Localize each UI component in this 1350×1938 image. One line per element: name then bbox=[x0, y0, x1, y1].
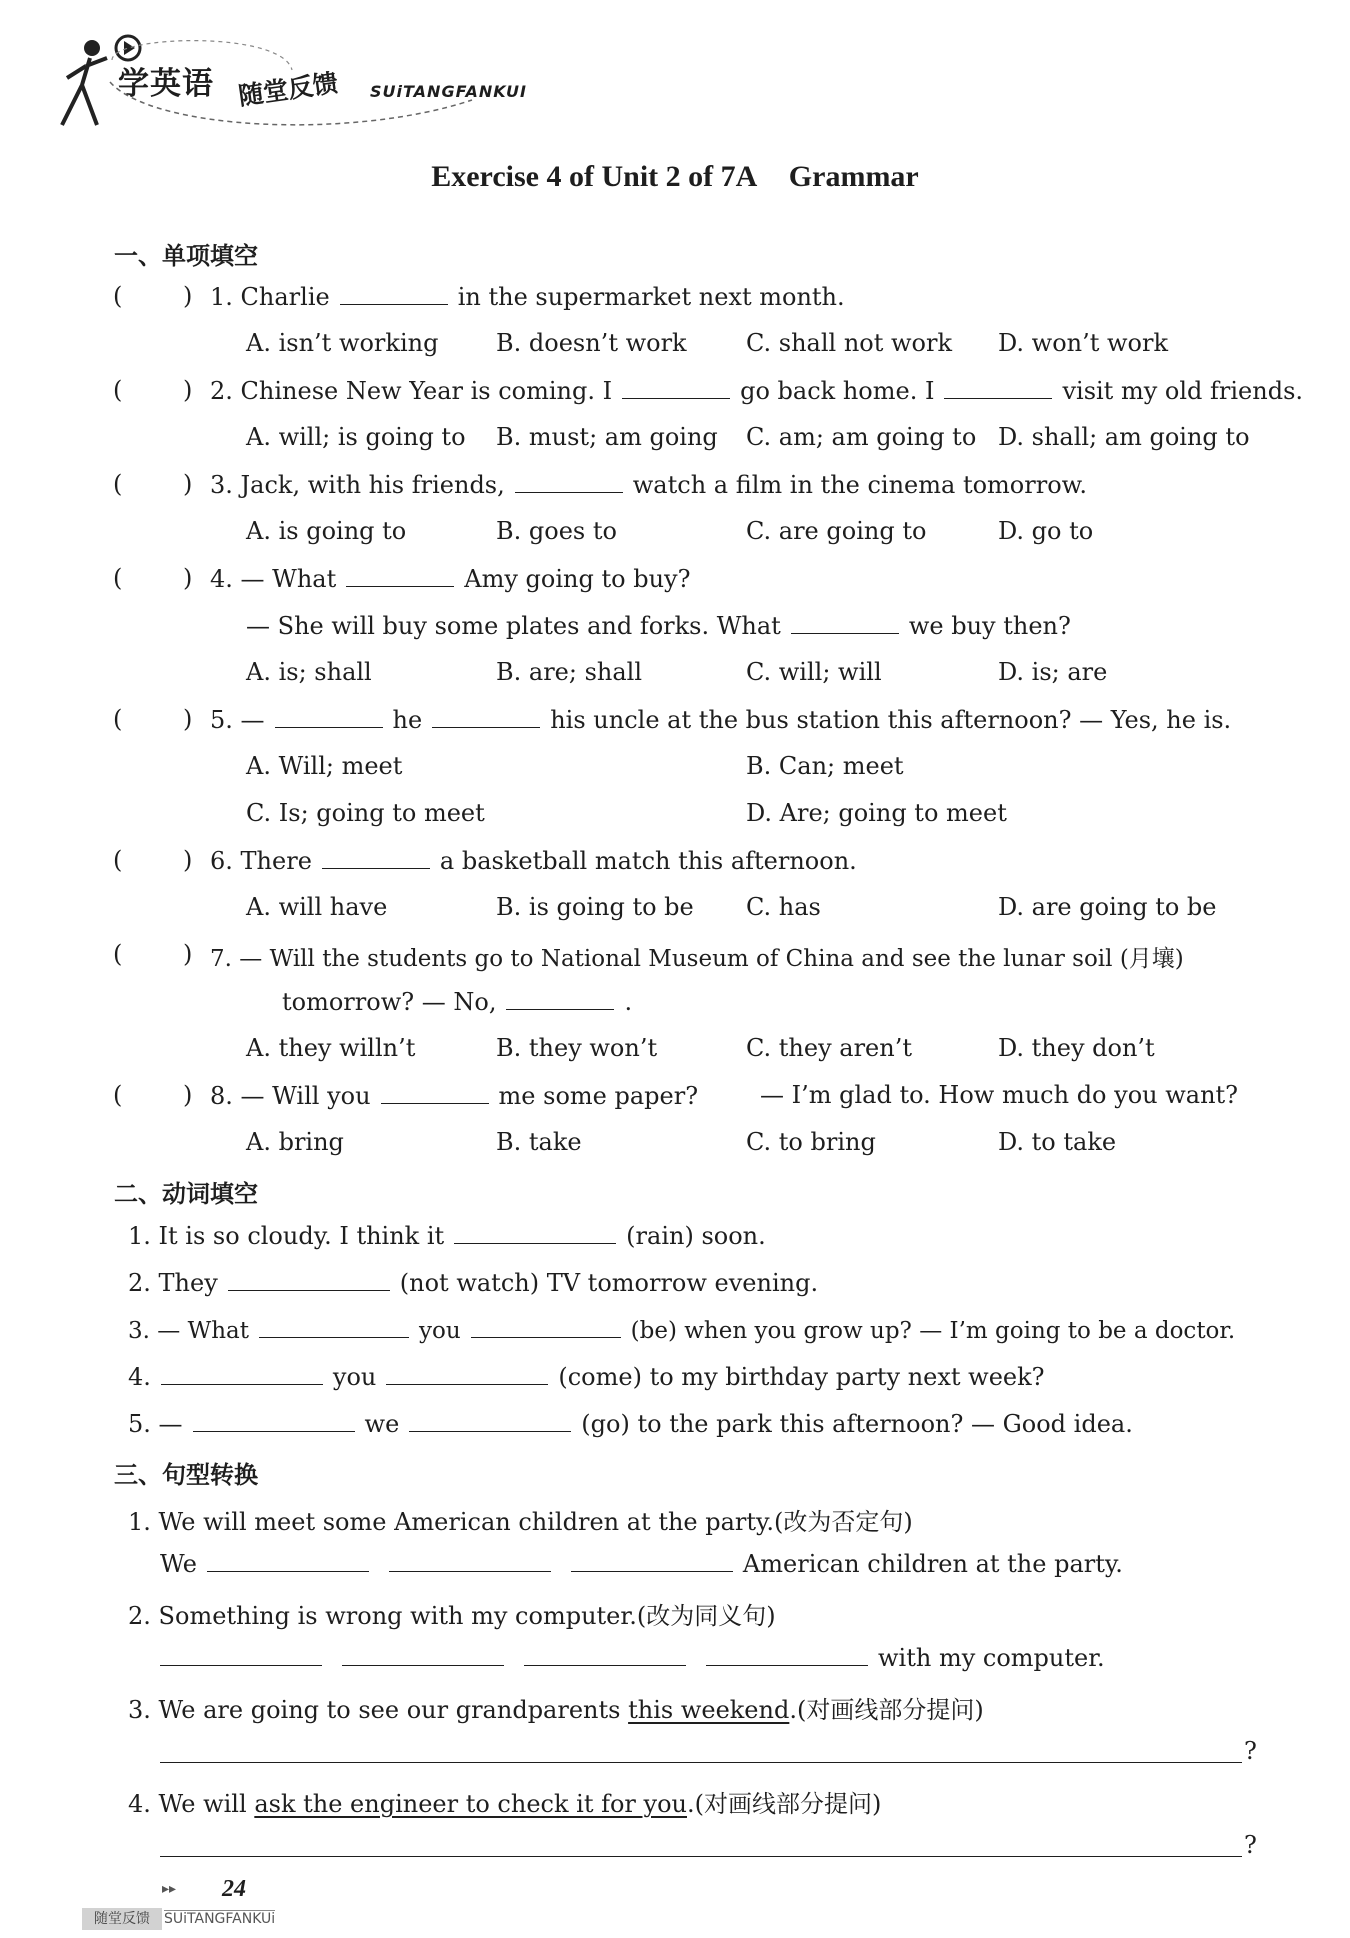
answer-blank[interactable] bbox=[506, 987, 614, 1010]
answer-blank[interactable] bbox=[322, 846, 430, 869]
answer-blank[interactable] bbox=[515, 470, 623, 493]
answer-paren[interactable]: ( ) bbox=[113, 282, 193, 310]
answer-blank[interactable] bbox=[524, 1643, 686, 1666]
answer-paren[interactable]: ( ) bbox=[113, 705, 193, 733]
brand-title: 学英语 bbox=[118, 66, 214, 102]
option-a: A. they willn’t bbox=[246, 1034, 416, 1062]
answer-blank[interactable] bbox=[207, 1549, 369, 1572]
option-c: C. Is; going to meet bbox=[246, 799, 485, 827]
footer-label: 随堂反馈 bbox=[82, 1908, 162, 1930]
answer-paren[interactable]: ( ) bbox=[113, 940, 193, 968]
answer-blank[interactable] bbox=[432, 705, 540, 728]
answer-blank[interactable] bbox=[454, 1221, 616, 1244]
section-heading-sentence-transform: 三、句型转换 bbox=[114, 1461, 258, 1489]
answer-blank[interactable] bbox=[571, 1549, 733, 1572]
header-banner bbox=[52, 30, 612, 130]
option-a: A. will have bbox=[246, 893, 388, 921]
option-b: B. must; am going bbox=[496, 423, 718, 451]
option-a: A. bring bbox=[246, 1128, 344, 1156]
answer-blank[interactable] bbox=[622, 376, 730, 399]
footer-label-en: SUiTANGFANKUi bbox=[164, 1911, 276, 1927]
answer-blank[interactable] bbox=[259, 1315, 409, 1338]
option-c: C. am; am going to bbox=[746, 423, 977, 451]
option-d: D. they don’t bbox=[998, 1034, 1155, 1062]
answer-blank[interactable] bbox=[160, 1643, 322, 1666]
underlined-phrase: this weekend bbox=[628, 1696, 790, 1724]
option-a: A. Will; meet bbox=[246, 752, 403, 780]
section-heading-multiple-choice: 一、单项填空 bbox=[114, 242, 258, 270]
answer-blank[interactable] bbox=[346, 564, 454, 587]
title-main: Exercise 4 of Unit 2 of 7A bbox=[431, 160, 758, 193]
answer-blank[interactable] bbox=[386, 1362, 548, 1385]
answer-line[interactable] bbox=[160, 1856, 1242, 1857]
answer-blank[interactable] bbox=[471, 1315, 621, 1338]
option-c: C. to bring bbox=[746, 1128, 876, 1156]
answer-blank[interactable] bbox=[381, 1081, 489, 1104]
option-d: D. go to bbox=[998, 517, 1094, 545]
option-b: B. they won’t bbox=[496, 1034, 658, 1062]
answer-blank[interactable] bbox=[409, 1409, 571, 1432]
option-a: A. is going to bbox=[246, 517, 407, 545]
option-d: D. are going to be bbox=[998, 893, 1217, 921]
answer-blank[interactable] bbox=[944, 376, 1052, 399]
option-c: C. has bbox=[746, 893, 821, 921]
answer-paren[interactable]: ( ) bbox=[113, 1081, 193, 1109]
answer-paren[interactable]: ( ) bbox=[113, 376, 193, 404]
option-c: C. shall not work bbox=[746, 329, 953, 357]
worksheet-page: 学英语 随堂反馈 SUiTANGFANKUI Exercise 4 of Unit 2 of 7A Grammar 一、单项填空 ( ) 1. Charlie in the supermarket next month. A. isn’t working B. doesn’t work C. shall not work D. won’t work ( ) 2. Chinese New Year is coming. I go back home. I visit my old friends. A. will; is going to B. must; am going C. am; am going to D. shall; am going to ( ) 3. Jack, with his friends, watch a film in the cinema tomorrow. A. is going to B. goes to C. are going to D. go to ( ) 4. — What Amy going to buy? — She will buy some plates and forks. What we buy then? A. is; shall B. are; shall C. will; will D. is; are ( ) 5. — he his uncle at the bus station this afternoon? — Yes, he is. A. Will; meet B. Can; meet C. Is; going to meet D. Are; going to meet ( ) 6. There a basketball match this afternoon. A. will have B. is going to be C. has D. are going to be ( ) 7. — Will the students go to National Museum of China and see the lunar soil (月壤) tomorrow? — No, . A. they willn’t B. they won’t C. they aren’t D. they don’t ( ) 8. — Will you me some paper? — I’m glad to. How much do you want? A. bring B. take C. to bring D. to take 二、动词填空 1. It is so cloudy. I think it (rain) soon. 2. They (not watch) TV tomorrow evening. 3. — What you (be) when you grow up? — I’m going to be a doctor. 4. you (come) to my birthday party next week? 5. — we (go) to the park this afternoon? — Good idea. 三、句型转换 1. We will meet some American children at the party.(改为否定句) We American children at the party. 2. Something is wrong with my computer.(改为同义句) with my computer. 3. We are going to see our grandparents this weekend.(对画线部分提问) ? 4. We will ask the engineer to check it for you.(对画线部分提问) ? ▸▸ 24 随堂反馈 SUiTANGFANKUi bbox=[0, 0, 1350, 1938]
title-topic: Grammar bbox=[788, 160, 919, 193]
answer-blank[interactable] bbox=[340, 282, 448, 305]
brand-subtitle-en: SUiTANGFANKUI bbox=[370, 82, 527, 101]
section-heading-verb-fill: 二、动词填空 bbox=[114, 1180, 258, 1208]
answer-blank[interactable] bbox=[706, 1643, 868, 1666]
option-d: D. Are; going to meet bbox=[746, 799, 1007, 827]
option-c: C. will; will bbox=[746, 658, 882, 686]
arrow-icon: ▸▸ bbox=[162, 1881, 177, 1897]
option-c: C. they aren’t bbox=[746, 1034, 912, 1062]
answer-blank[interactable] bbox=[161, 1362, 323, 1385]
option-b: B. Can; meet bbox=[746, 752, 904, 780]
option-d: D. to take bbox=[998, 1128, 1117, 1156]
option-a: A. is; shall bbox=[246, 658, 372, 686]
option-b: B. take bbox=[496, 1128, 582, 1156]
answer-line[interactable] bbox=[160, 1762, 1242, 1763]
answer-blank[interactable] bbox=[275, 705, 383, 728]
page-number: 24 bbox=[222, 1876, 246, 1902]
option-d: D. won’t work bbox=[998, 329, 1169, 357]
underlined-phrase: ask the engineer to check it for you bbox=[254, 1790, 687, 1818]
option-d: D. is; are bbox=[998, 658, 1108, 686]
option-c: C. are going to bbox=[746, 517, 927, 545]
option-b: B. are; shall bbox=[496, 658, 643, 686]
answer-blank[interactable] bbox=[342, 1643, 504, 1666]
page-footer bbox=[82, 1876, 302, 1936]
option-b: B. doesn’t work bbox=[496, 329, 687, 357]
option-d: D. shall; am going to bbox=[998, 423, 1250, 451]
answer-blank[interactable] bbox=[791, 611, 899, 634]
answer-blank[interactable] bbox=[228, 1268, 390, 1291]
page-title bbox=[0, 160, 1350, 194]
option-a: A. will; is going to bbox=[246, 423, 466, 451]
answer-blank[interactable] bbox=[389, 1549, 551, 1572]
option-b: B. is going to be bbox=[496, 893, 694, 921]
answer-blank[interactable] bbox=[193, 1409, 355, 1432]
option-a: A. isn’t working bbox=[246, 329, 439, 357]
brand-subtitle: 随堂反馈 bbox=[236, 68, 340, 111]
answer-paren[interactable]: ( ) bbox=[113, 846, 193, 874]
option-b: B. goes to bbox=[496, 517, 617, 545]
answer-paren[interactable]: ( ) bbox=[113, 470, 193, 498]
answer-paren[interactable]: ( ) bbox=[113, 564, 193, 592]
